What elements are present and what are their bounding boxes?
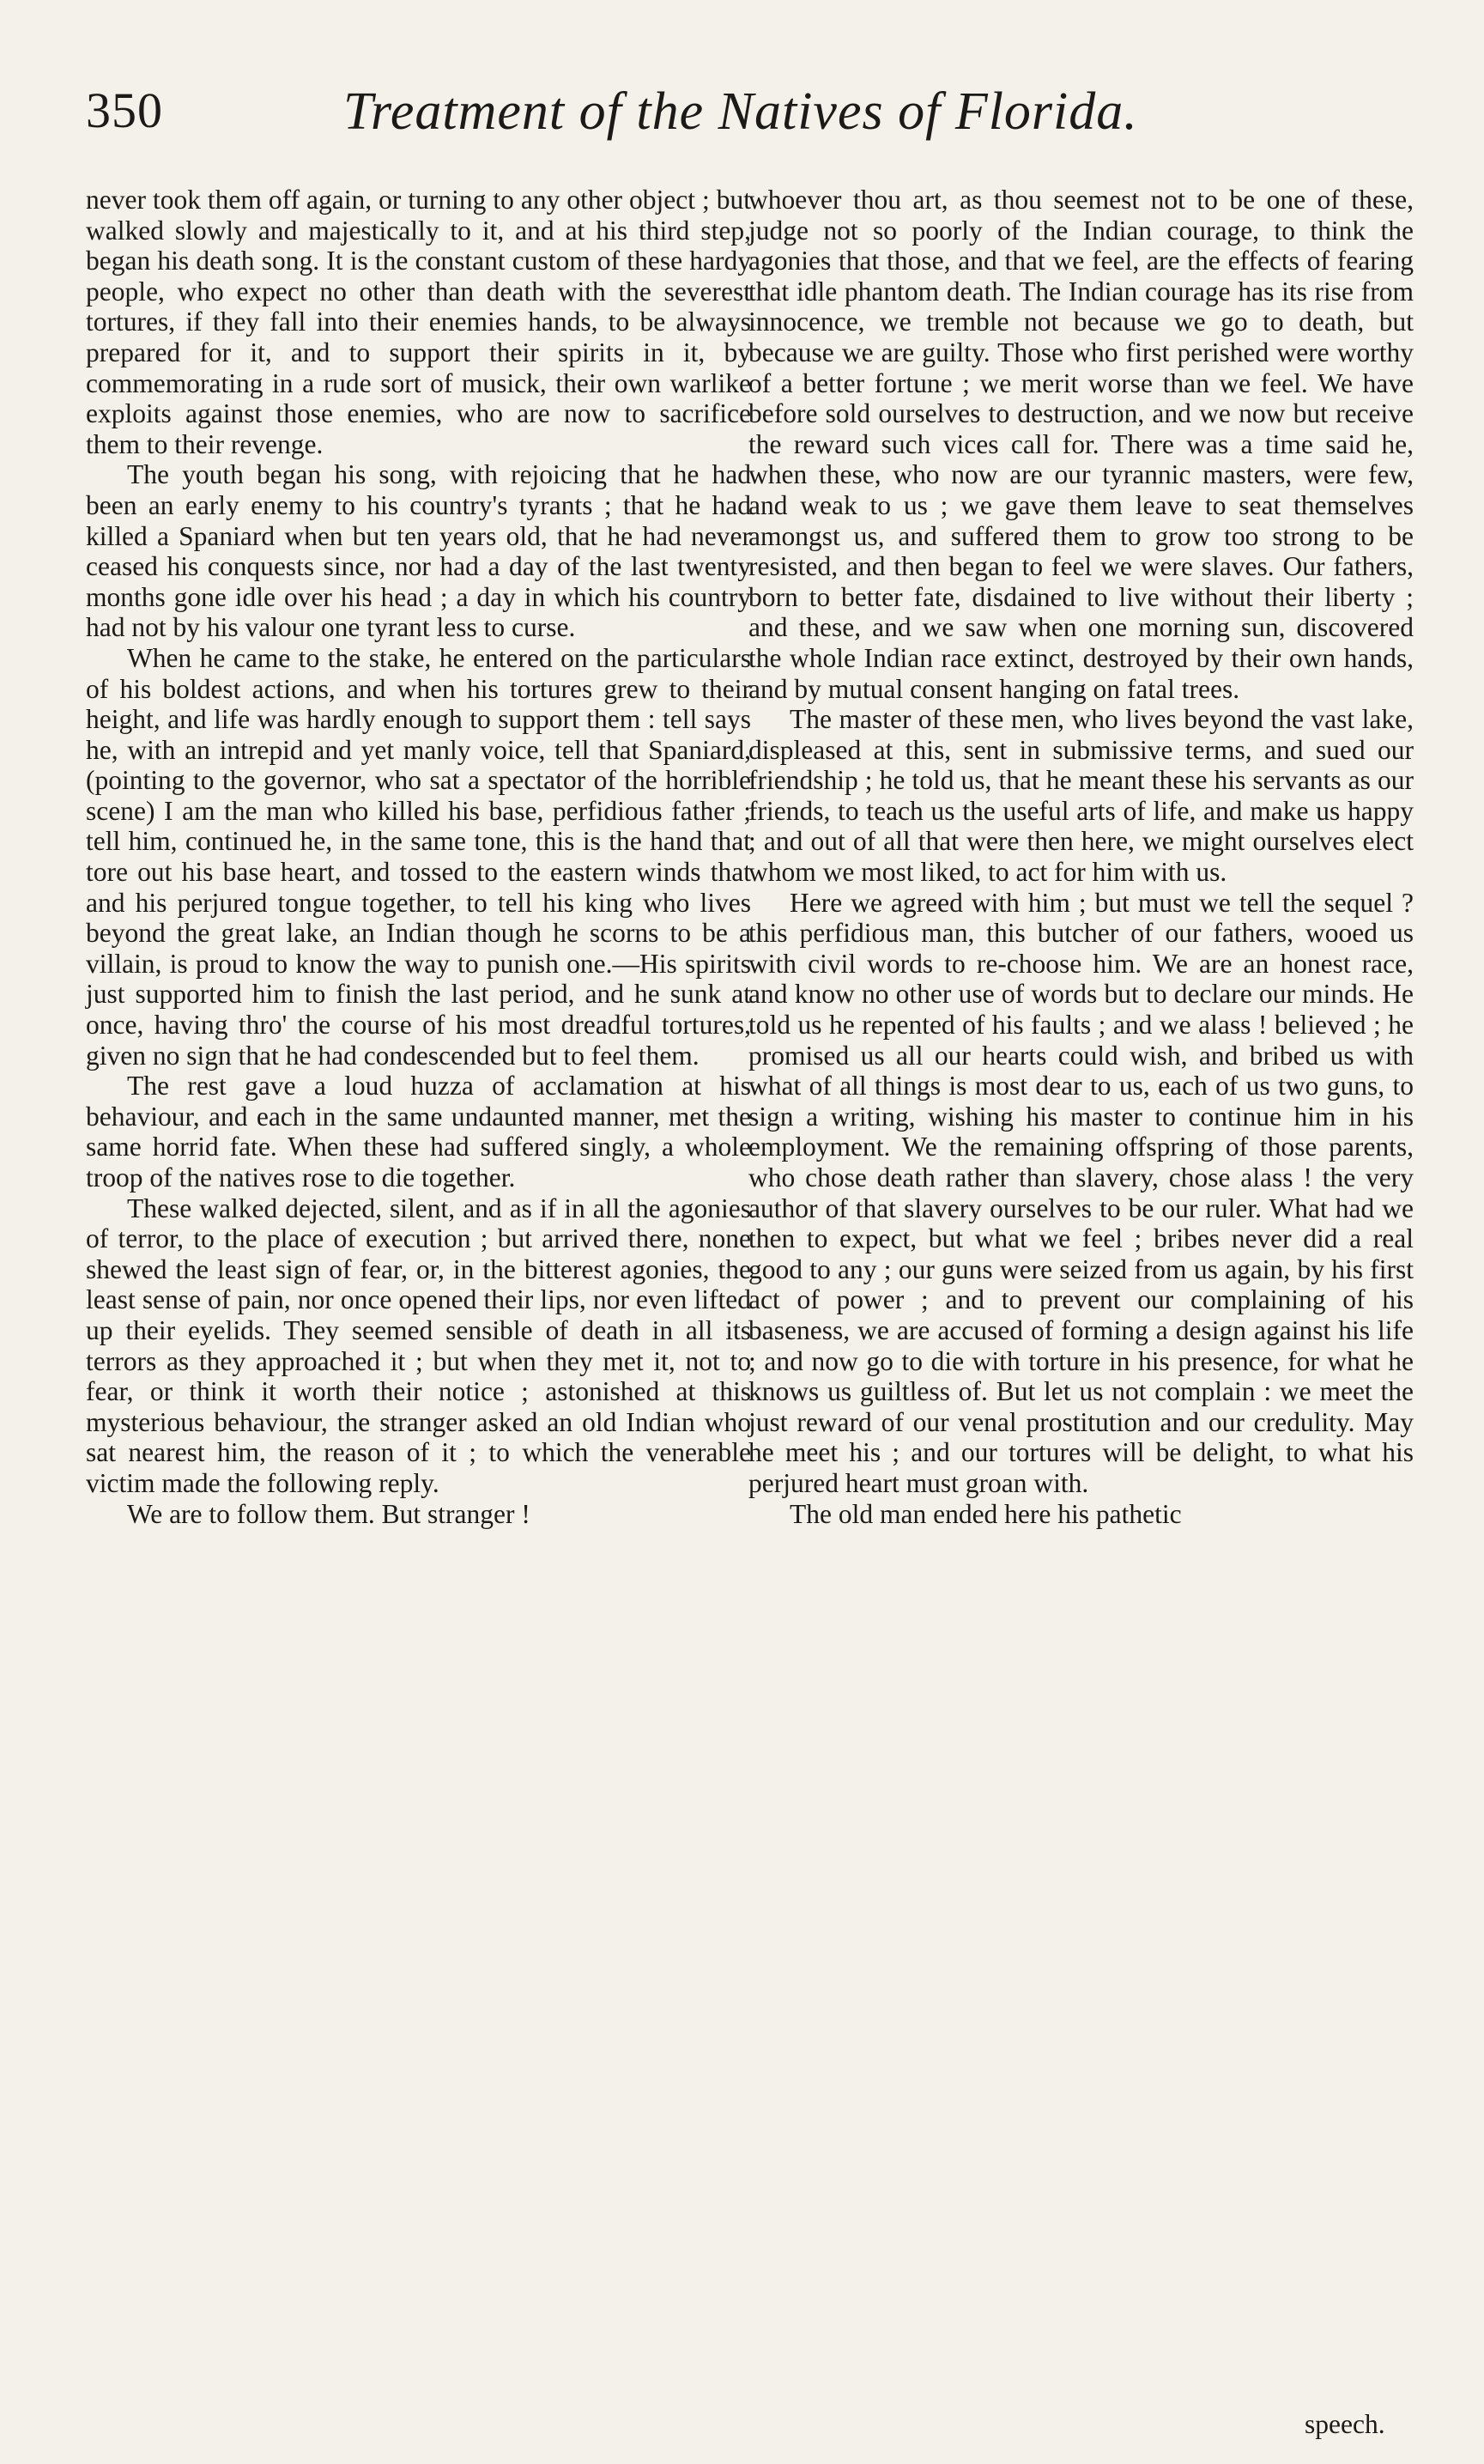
paragraph: When he came to the stake, he entered on the particulars of his boldest actions, and when his tortures grew to their height, and life was hardly enough to support them : tell says he, with an intrepid and yet manly voice, tell that Spaniard, (pointing to the governor, who sat a spectator of the horrible scene) I am the man who killed his base, perfidious father ; tell him, continued he, in the same tone, this is the hand that tore out his base heart, and tossed to the eastern winds that and his perjured tongue together, to tell his king who lives beyond the great lake, an Indian though he scorns to be a villain, is proud to know the way to punish one.—His spirits just supported him to finish the last period, and he sunk at once, having thro' the course of his most dreadful tortures, given no sign that he had condescended but to feel them. — [86, 642, 751, 1071]
catchword: speech. — [1305, 2409, 1385, 2439]
page-header — [86, 82, 1416, 159]
paragraph: We are to follow them. But stranger ! — [127, 1498, 530, 1529]
paragraph: whoever thou art, as thou seemest not to be one of these, judge not so poorly of the Indian courage, to think the agonies that those, and that we feel, are the effects of fearing that idle phantom death. The Indian courage has its rise from innocence, we tremble not because we go to death, but because we are guilty. Those who first perished were worthy of a better fortune ; we merit worse than we feel. We have before sold ourselves to destruction, and we now but receive the reward such vices call for. There was a time said he, when these, who now are our tyrannic masters, were few, and weak to us ; we gave them leave to seat themselves amongst us, and suffered them to grow too strong to be resisted, and then began to feel we were slaves. Our fathers, born to better fate, disdained to live without their liberty ; and these, and we saw when one morning sun, discovered the whole Indian race extinct, destroyed by their own hands, and by mutual consent hanging on fatal trees. — [748, 185, 1414, 704]
left-column — [86, 185, 751, 1529]
paragraph: The rest gave a loud huzza of acclamation at his behaviour, and each in the same undaunted manner, met the same horrid fate. When these had suffered singly, a whole troop of the natives rose to die together. — [86, 1071, 751, 1193]
paragraph: The old man ended here his pathetic — [790, 1498, 1182, 1529]
paragraph: The youth began his song, with rejoicing that he had been an early enemy to his country's tyrants ; that he had killed a Spaniard when but ten years old, that he had never ceased his conquests since, nor had a day of the last twenty months gone idle over his head ; a day in which his country had not by his valour one tyrant less to curse. — [86, 459, 751, 643]
paragraph: Here we agreed with him ; but must we tell the sequel ? this perfidious man, this butcher of our fathers, wooed us with civil words to re-choose him. We are an honest race, and know no other use of words but to declare our minds. He told us he repented of his faults ; and we alass ! believed ; he promised us all our hearts could wish, and bribed us with what of all things is most dear to us, each of us two guns, to sign a writing, wishing his master to continue him in his employment. We the remaining offspring of those parents, who chose death rather than slavery, chose alass ! the very author of that slavery ourselves to be our ruler. What had we then to expect, but what we feel ; bribes never did a real good to any ; our guns were seized from us again, by his first act of power ; and to prevent our complaining of his baseness, we are accused of forming a design against his life ; and now go to die with torture in his presence, for what he knows us guiltless of. But let us not complain : we meet the just reward of our venal prostitution and our credulity. May he meet his ; and our tortures will be delight, to what his perjured heart must groan with. — [748, 887, 1414, 1498]
paragraph: The master of these men, who lives beyond the vast lake, displeased at this, sent in submissive terms, and sued our friendship ; he told us, that he meant these his servants as our friends, to teach us the useful arts of life, and make us happy ; and out of all that were then here, we might ourselves elect whom we most liked, to act for him with us. — [748, 704, 1414, 888]
running-title: Treatment of the Natives of Florida. — [343, 82, 1138, 141]
page-number: 350 — [86, 82, 163, 138]
paragraph: never took them off again, or turning to any other object ; but walked slowly and majestically to it, and at his third step, began his death song. It is the constant custom of these hardy people, who expect no other than death with the severest tortures, if they fall into their enemies hands, to be always prepared for it, and to support their spirits in it, by commemorating in a rude sort of musick, their own warlike exploits against those enemies, who are now to sacrifice them to their revenge. — [86, 185, 751, 459]
paragraph: These walked dejected, silent, and as if in all the agonies of terror, to the place of execution ; but arrived there, none shewed the least sign of fear, or, in the bitterest agonies, the least sense of pain, nor once opened their lips, nor even lifted up their eyelids. They seemed sensible of death in all its terrors as they approached it ; but when they met it, not to fear, or think it worth their notice ; astonished at this mysterious behaviour, the stranger asked an old Indian who sat nearest him, the reason of it ; to which the venerable victim made the following reply. — [86, 1193, 751, 1498]
right-column — [748, 185, 1414, 1529]
